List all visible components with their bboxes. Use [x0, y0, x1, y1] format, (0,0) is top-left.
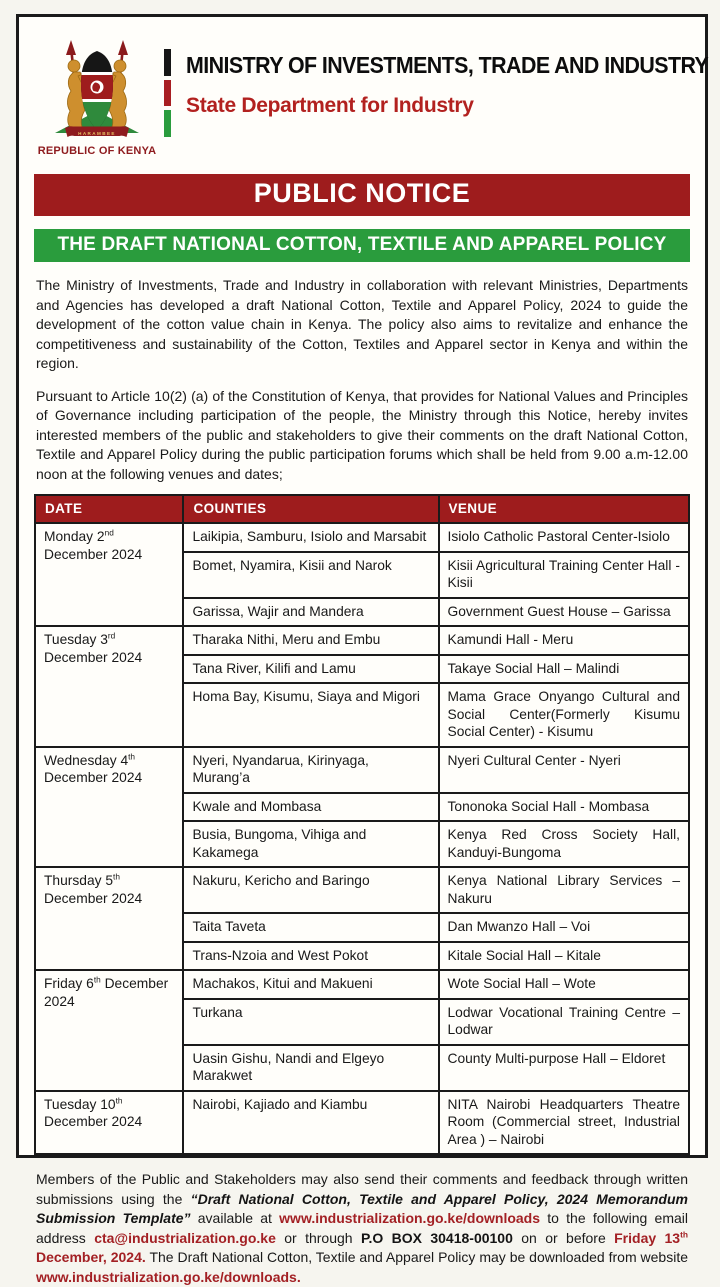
- date-cell: Monday 2nd December 2024: [35, 523, 183, 626]
- venue-cell: Kamundi Hall - Meru: [439, 626, 690, 655]
- schedule-table: [34, 494, 690, 1155]
- col-header-counties: COUNTIES: [183, 495, 438, 523]
- counties-cell: Nakuru, Kericho and Baringo: [183, 867, 438, 913]
- kenya-logo-block: [34, 39, 160, 157]
- header-titles: [186, 39, 709, 118]
- ordinal-suffix: rd: [107, 631, 116, 641]
- document-header: [34, 39, 709, 157]
- col-header-venue: VENUE: [439, 495, 690, 523]
- venue-cell: Government Guest House – Garissa: [439, 598, 690, 627]
- footer-text-segment: December, 2024.: [36, 1249, 146, 1265]
- footer-text-segment: available at: [190, 1210, 280, 1226]
- kenya-coat-of-arms-icon: [41, 39, 153, 139]
- venue-cell: Lodwar Vocational Training Centre – Lodwar: [439, 999, 690, 1045]
- counties-cell: Homa Bay, Kisumu, Siaya and Migori: [183, 683, 438, 747]
- col-header-date: DATE: [35, 495, 183, 523]
- department-title: State Department for Industry: [186, 94, 474, 117]
- schedule-header-row: [35, 495, 689, 523]
- venue-cell: Tononoka Social Hall - Mombasa: [439, 793, 690, 822]
- intro-paragraph-1: The Ministry of Investments, Trade and Industry in collaboration with relevant Ministries, Departments and Agencies has developed a draft National Cotton, Textile and Apparel Policy, 2024 to guide the development of the cotton value chain in Kenya. The policy also aims to revitalize and enhance the competitiveness and sustainability of the Cotton, Textiles and Apparel sector in Kenya and within the region.: [36, 277, 688, 371]
- counties-cell: Trans-Nzoia and West Pokot: [183, 942, 438, 971]
- venue-cell: Isiolo Catholic Pastoral Center-Isiolo: [439, 523, 690, 552]
- ordinal-suffix: th: [128, 751, 136, 761]
- date-cell: Friday 6th December 2024: [35, 970, 183, 1091]
- venue-cell: County Multi-purpose Hall – Eldoret: [439, 1045, 690, 1091]
- counties-cell: Nairobi, Kajiado and Kiambu: [183, 1091, 438, 1155]
- motto-banner-icon: [65, 126, 129, 137]
- ordinal-suffix: th: [115, 1095, 123, 1105]
- counties-cell: Tana River, Kilifi and Lamu: [183, 655, 438, 684]
- venue-cell: Dan Mwanzo Hall – Voi: [439, 913, 690, 942]
- venue-cell: Mama Grace Onyango Cultural and Social Center(Formerly Kisumu Social Center) - Kisumu: [439, 683, 690, 747]
- venue-cell: Nyeri Cultural Center - Nyeri: [439, 747, 690, 793]
- date-cell: Thursday 5th December 2024: [35, 867, 183, 970]
- schedule-row: [35, 867, 689, 913]
- notice-document: [16, 14, 709, 1285]
- counties-cell: Garissa, Wajir and Mandera: [183, 598, 438, 627]
- flag-black-stripe: [164, 49, 171, 76]
- schedule-row: [35, 523, 689, 552]
- footer-text-segment: or through: [275, 1229, 361, 1246]
- date-cell: Tuesday 3rd December 2024: [35, 626, 183, 747]
- footer-link[interactable]: www.industrialization.go.ke/downloads: [279, 1210, 541, 1226]
- ministry-title: MINISTRY OF INVESTMENTS, TRADE AND INDUSTRY: [186, 52, 709, 78]
- flag-green-stripe: [164, 110, 171, 137]
- public-notice-banner: PUBLIC NOTICE: [34, 174, 690, 216]
- counties-cell: Laikipia, Samburu, Isiolo and Marsabit: [183, 523, 438, 552]
- ordinal-suffix: nd: [104, 528, 114, 538]
- logo-caption: REPUBLIC OF KENYA: [37, 145, 157, 157]
- footer-text-segment: P.O BOX 30418-00100: [360, 1229, 513, 1246]
- footer-text-segment: “Draft National Cotton, Textile and Apparel Policy, 2024 Memorandum Submission Template”: [36, 1190, 688, 1226]
- flag-red-stripe: [164, 80, 171, 107]
- ordinal-suffix: th: [93, 975, 101, 985]
- schedule-table-body: [35, 523, 689, 1154]
- footer-link[interactable]: cta@industrialization.go.ke: [94, 1229, 276, 1246]
- intro-paragraph-2: Pursuant to Article 10(2) (a) of the Constitution of Kenya, that provides for National Values and Principles of Governance including participation of the people, the Ministry through this Notice, hereby invites interested members of the public and stakeholders to give their comments on the draft National Cotton, Textile and Apparel Policy during the public participation forums which shall be held from 9.00 a.m-12.00 noon at the following venues and dates;: [36, 387, 688, 482]
- flag-stripe-icon: [164, 49, 171, 137]
- schedule-row: [35, 626, 689, 655]
- footer-text-segment: Members of the Public and Stakeholders may also send their comments and feedback through written submissions using the: [36, 1171, 688, 1207]
- counties-cell: Turkana: [183, 999, 438, 1045]
- footer-link[interactable]: www.industrialization.go.ke/downloads.: [36, 1268, 301, 1285]
- venue-cell: Kisii Agricultural Training Center Hall - Kisii: [439, 552, 690, 598]
- footer-text-segment: The Draft National Cotton, Textile and Apparel Policy may be downloaded from website: [145, 1249, 688, 1265]
- counties-cell: Kwale and Mombasa: [183, 793, 438, 822]
- venue-cell: Kenya Red Cross Society Hall, Kanduyi-Bungoma: [439, 821, 690, 867]
- footer-text-segment: to the following email address: [36, 1210, 689, 1246]
- schedule-row: [35, 1091, 689, 1155]
- footer-text-segment: on or before: [512, 1229, 615, 1246]
- date-cell: Tuesday 10th December 2024: [35, 1091, 183, 1155]
- counties-cell: Busia, Bungoma, Vihiga and Kakamega: [183, 821, 438, 867]
- schedule-row: [35, 970, 689, 999]
- counties-cell: Taita Taveta: [183, 913, 438, 942]
- venue-cell: Kenya National Library Services – Nakuru: [439, 867, 690, 913]
- schedule-row: [35, 747, 689, 793]
- venue-cell: Takaye Social Hall – Malindi: [439, 655, 690, 684]
- counties-cell: Nyeri, Nyandarua, Kirinyaga, Murang’a: [183, 747, 438, 793]
- venue-cell: Kitale Social Hall – Kitale: [439, 942, 690, 971]
- footer-text-segment: th: [680, 1228, 688, 1239]
- venue-cell: NITA Nairobi Headquarters Theatre Room (Commercial street, Industrial Area ) – Nairobi: [439, 1091, 690, 1155]
- counties-cell: Machakos, Kitui and Makueni: [183, 970, 438, 999]
- date-cell: Wednesday 4th December 2024: [35, 747, 183, 868]
- ordinal-suffix: th: [113, 872, 120, 882]
- policy-title-banner: THE DRAFT NATIONAL COTTON, TEXTILE AND APPAREL POLICY: [34, 229, 690, 262]
- footer-text-segment: Friday 13: [614, 1229, 681, 1246]
- counties-cell: Tharaka Nithi, Meru and Embu: [183, 626, 438, 655]
- footer-paragraph: [36, 1170, 688, 1287]
- venue-cell: Wote Social Hall – Wote: [439, 970, 690, 999]
- counties-cell: Bomet, Nyamira, Kisii and Narok: [183, 552, 438, 598]
- counties-cell: Uasin Gishu, Nandi and Elgeyo Marakwet: [183, 1045, 438, 1091]
- motto-text: HARAMBEE: [78, 131, 116, 136]
